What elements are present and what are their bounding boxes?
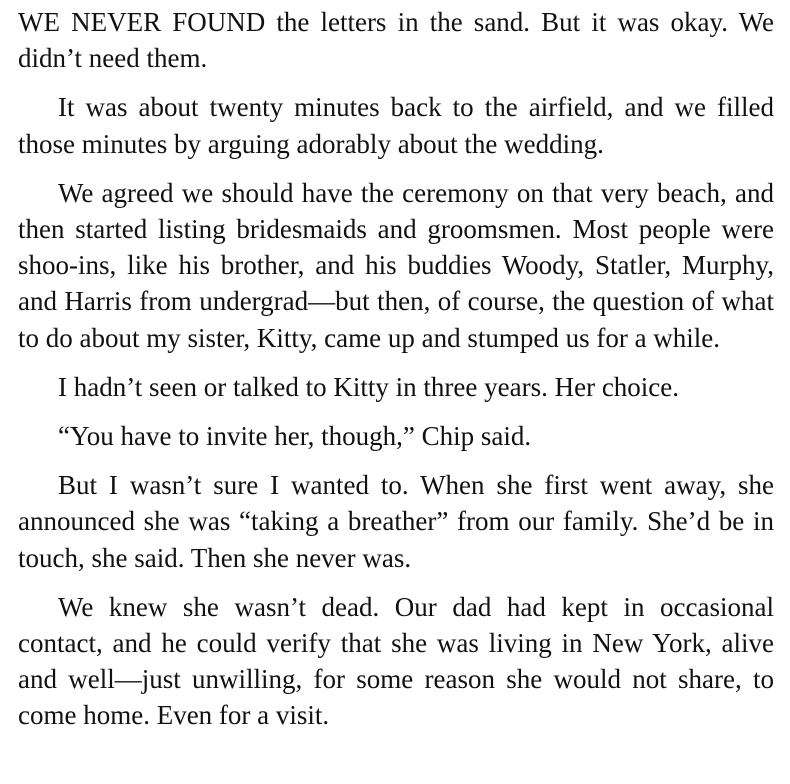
paragraph-5: “You have to invite her, though,” Chip said. — [58, 421, 532, 452]
paragraph-1-text: the letters in the sand. But it was okay. We didn’t need them. — [18, 7, 774, 74]
paragraph-1 — [18, 4, 774, 76]
chapter-lead-text: WE NEVER FOUND — [18, 7, 266, 37]
paragraph-3: We agreed we should have the ceremony on that very beach, and then started listing bridesmaids and groomsmen. Most people were shoo-ins, like his brother, and his buddies Woody, Statler, Murphy, and Harris from undergrad—but then, of course, the question of what to do about my sister, Kitty, came up and stumped us for a while. — [18, 177, 774, 353]
paragraph-7: We knew she wasn’t dead. Our dad had kept in occasional contact, and he could verify that she was living in New York, alive and well—just unwilling, for some reason she would not share, to come home. Even for a visit. — [18, 591, 774, 731]
paragraph-2: It was about twenty minutes back to the airfield, and we filled those minutes by arguing adorably about the wedding. — [18, 92, 774, 159]
paragraph-6: But I wasn’t sure I wanted to. When she first went away, she announced she was “taking a breather” from our family. She’d be in touch, she said. Then she never was. — [18, 470, 774, 573]
book-page — [18, 4, 774, 747]
paragraph-4: I hadn’t seen or talked to Kitty in three years. Her choice. — [58, 371, 680, 402]
